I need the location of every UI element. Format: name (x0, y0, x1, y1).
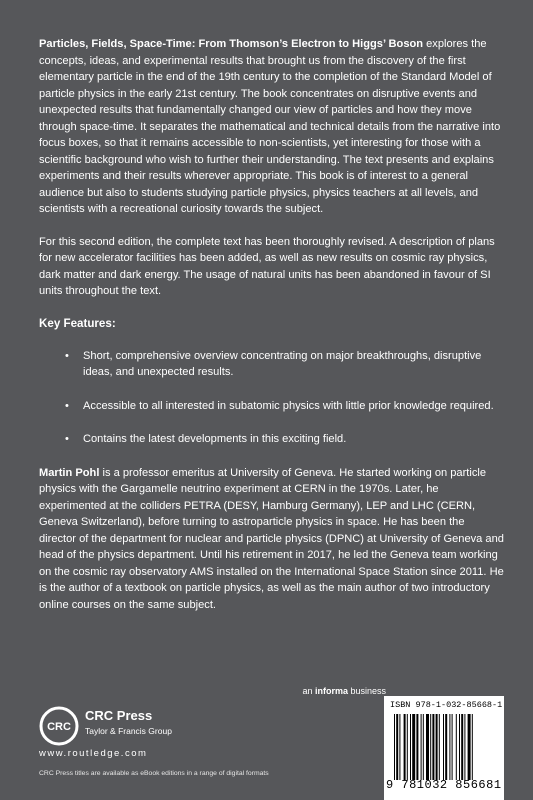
logo-text: CRC (47, 721, 71, 733)
isbn-label: ISBN 978-1-032-85668-1 (390, 700, 503, 710)
publisher-group: Taylor & Francis Group (85, 726, 172, 736)
feature-text: Short, comprehensive overview concentrating on major breakthroughs, disruptive ideas, and unexpected results. (83, 349, 482, 378)
cover-content (39, 36, 504, 613)
bullet-icon: • (65, 399, 69, 412)
list-item (39, 398, 504, 415)
intro-text: explores the concepts, ideas, and experimental results that brought us from the discovery of the first elementary particle in the end of the 19th century to the completion of the Standard Model of particle physics in the early 21st century. The book concentrates on disruptive events and unexpected results that fundamentally changed our view of particles and how they move through space-time. It separates the mathematical and technical details from the narrative into focus boxes, so that it remains accessible to non-scientists, yet interesting for those with a scientific background who wish to further their understanding. The text presents and explains experiments and their results wherever appropriate. This book is of interest to a general audience but also to students studying particle physics, physics teachers at all levels, and scientists with a recreational curiosity towards the subject. (39, 38, 501, 215)
book-title: Particles, Fields, Space-Time: From Thomson’s Electron to Higgs’ Boson (39, 38, 424, 50)
intro-paragraph (39, 36, 504, 218)
informa-tagline (302, 686, 386, 696)
bullet-icon: • (65, 349, 69, 362)
second-edition-paragraph: For this second edition, the complete text has been thoroughly revised. A description of plans for new accelerator facilities has been added, as well as new results on cosmic ray physics, dark matter and dark energy. The usage of natural units has been abandoned in favour of SI units throughout the text. (39, 235, 495, 297)
list-item (39, 431, 504, 448)
author-bio-text: is a professor emeritus at University of Geneva. He started working on particle physics with the Gargamelle neutrino experiment at CERN in the 1970s. Later, he experimented at the colliders PETRA (DESY, Hamburg Germany), LEP and LHC (CERN, Geneva Switzerland), before turning to astroparticle physics in space. He has been the director of the department for nuclear and particle physics (DPNC) at University of Geneva and head of the physics department. Until his retirement in 2017, he led the Geneva team working on the cosmic ray observatory AMS installed on the International Space Station since 2011. He is the author of a textbook on particle physics, as well as the main author of two introductory online courses on the same subject. (39, 466, 504, 611)
author-bio (39, 465, 504, 614)
bullet-icon: • (65, 433, 69, 445)
barcode-digits: 9 781032 856681 (386, 778, 502, 792)
key-features-list (39, 348, 504, 448)
informa-brand: informa (314, 686, 348, 696)
informa-suffix: business (347, 686, 386, 696)
barcode-icon (394, 714, 500, 780)
feature-text: Contains the latest developments in this exciting field. (83, 433, 347, 445)
key-features-heading: Key Features: (39, 316, 116, 330)
publisher-website: www.routledge.com (39, 748, 148, 759)
cover-footer (0, 680, 533, 800)
isbn-barcode (384, 696, 504, 800)
ebook-note: CRC Press titles are available as eBook editions in a range of digital formats (39, 770, 269, 777)
publisher-name: CRC Press (85, 708, 153, 723)
list-item (39, 348, 504, 381)
author-name: Martin Pohl (39, 466, 100, 479)
informa-prefix: an (302, 686, 315, 696)
crc-press-logo-icon (39, 706, 79, 746)
feature-text: Accessible to all interested in subatomic physics with little prior knowledge required. (83, 399, 494, 412)
